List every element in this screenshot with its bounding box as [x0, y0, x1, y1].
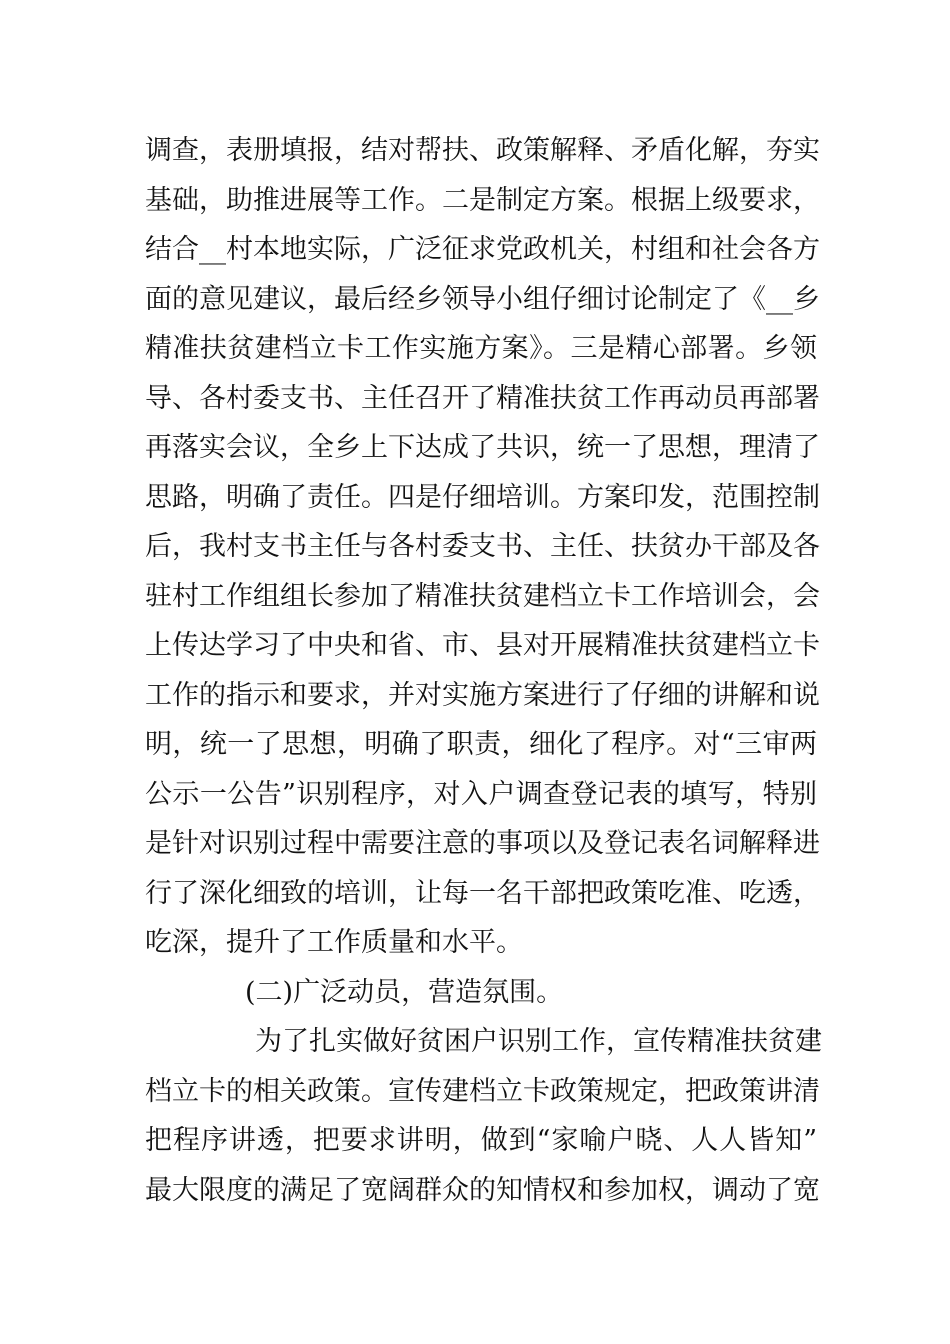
text-line: 明，统一了思想，明确了职责，细化了程序。对“三审两 — [145, 729, 817, 760]
text-line: 为了扎实做好贫困户识别工作，宣传精准扶贫建 — [255, 1026, 822, 1057]
paragraph-mobilization — [145, 1017, 822, 1215]
text-line: 调查，表册填报，结对帮扶、政策解释、矛盾化解，夯实 — [145, 135, 820, 166]
text-line: 结合__村本地实际，广泛征求党政机关，村组和社会各方 — [145, 234, 820, 265]
text-line: 面的意见建议，最后经乡领导小组仔细讨论制定了《__乡 — [145, 283, 820, 315]
text-line: 导、各村委支书、主任召开了精准扶贫工作再动员再部署 — [145, 382, 820, 414]
text-line: 工作的指示和要求，并对实施方案进行了仔细的讲解和说 — [145, 679, 820, 711]
text-line: 是针对识别过程中需要注意的事项以及登记表名词解释进 — [145, 828, 820, 859]
document-body — [145, 126, 822, 1215]
text-line: 吃深，提升了工作质量和水平。 — [145, 927, 523, 958]
text-line: 行了深化细致的培训，让每一名干部把政策吃准、吃透， — [145, 877, 820, 909]
text-line: 最大限度的满足了宽阔群众的知情权和参加权，调动了宽 — [145, 1174, 820, 1206]
text-line: 公示一公告”识别程序，对入户调查登记表的填写，特别 — [145, 778, 817, 810]
section-heading: (二)广泛动员，营造氛围。 — [245, 976, 564, 1008]
text-line: 再落实会议，全乡上下达成了共识，统一了思想，理清了 — [145, 432, 820, 463]
text-line: 档立卡的相关政策。宣传建档立卡政策规定，把政策讲清 — [145, 1075, 820, 1107]
text-line: 驻村工作组组长参加了精准扶贫建档立卡工作培训会，会 — [145, 580, 820, 612]
text-line: 把程序讲透，把要求讲明，做到“家喻户晓、人人皆知” — [145, 1125, 817, 1156]
text-line: 基础，助推进展等工作。二是制定方案。根据上级要求， — [145, 184, 820, 216]
text-line: 上传达学习了中央和省、市、县对开展精准扶贫建档立卡 — [145, 630, 820, 661]
text-line: 精准扶贫建档立卡工作实施方案》。三是精心部署。乡领 — [145, 333, 817, 364]
paragraph-implementation — [145, 126, 820, 968]
text-line: 思路，明确了责任。四是仔细培训。方案印发，范围控制 — [145, 481, 820, 513]
text-line: 后，我村支书主任与各村委支书、主任、扶贫办干部及各 — [145, 531, 820, 562]
